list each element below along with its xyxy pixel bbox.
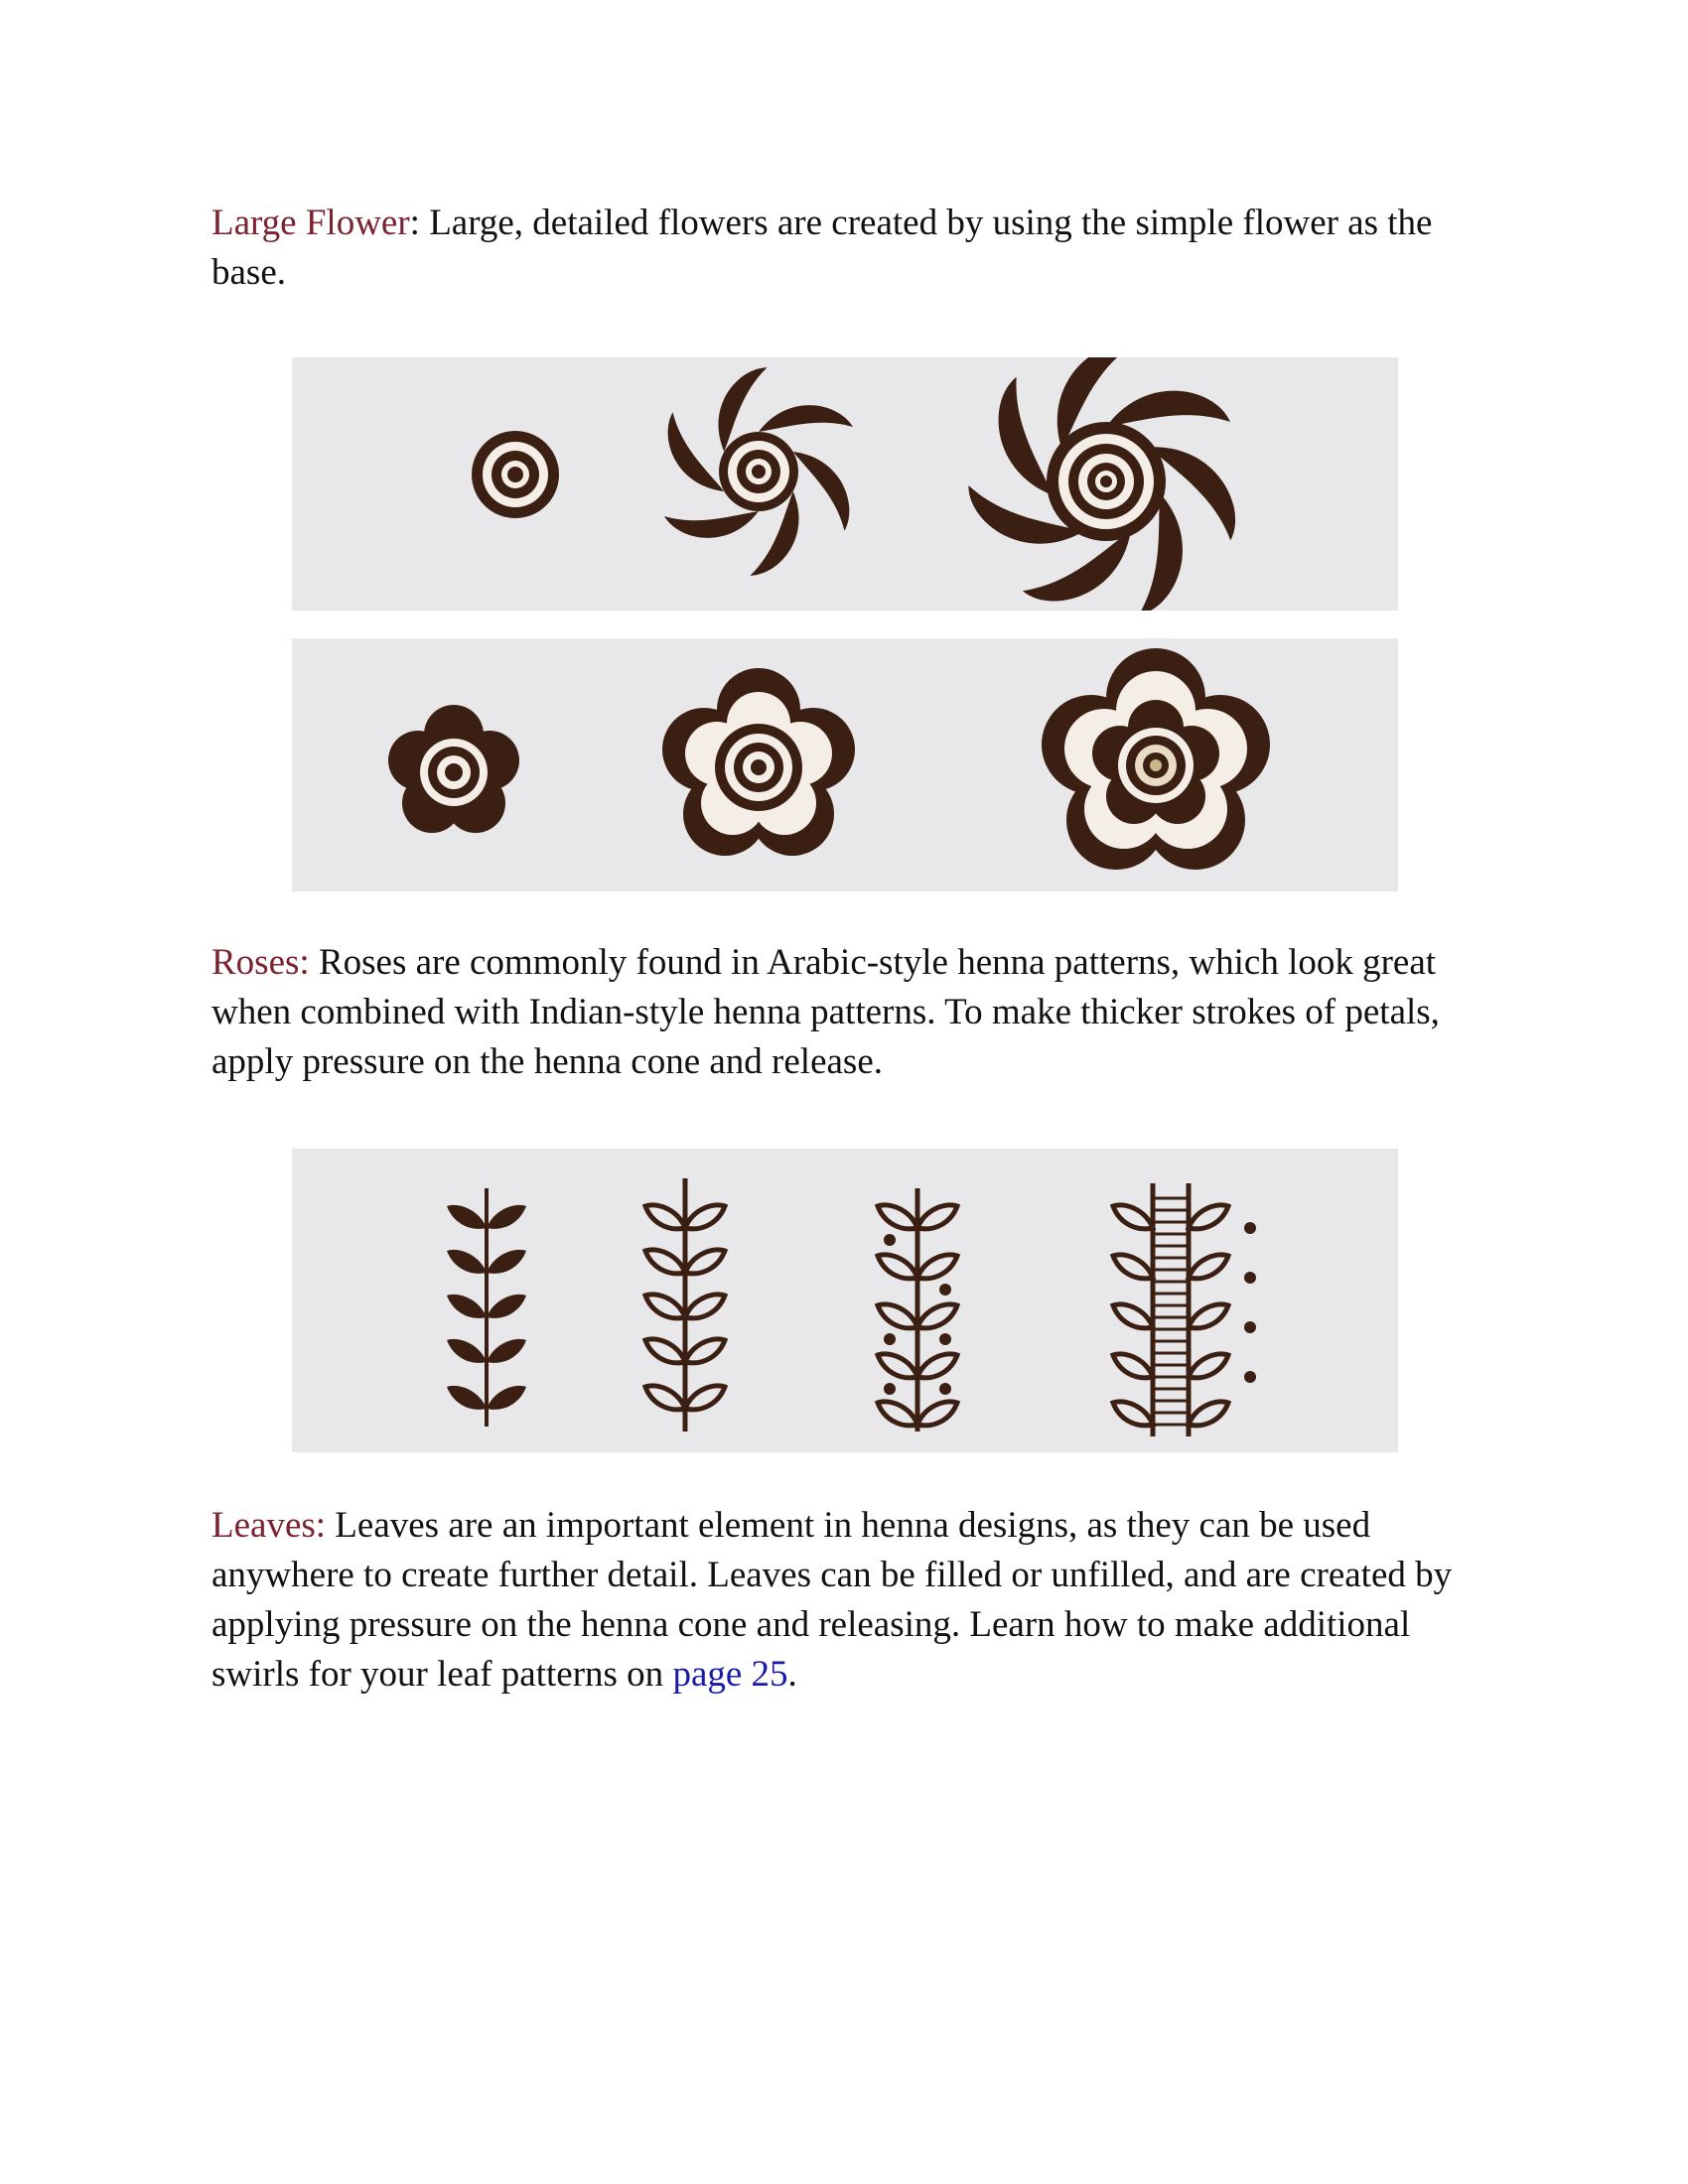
leaves-photo xyxy=(292,1149,1398,1452)
leaves-paragraph xyxy=(211,1501,1502,1700)
swirl-flower-stages-illustration xyxy=(292,357,1398,611)
large-flower-photo-swirl xyxy=(292,357,1398,611)
roses-term: Roses: xyxy=(211,942,310,983)
roses-paragraph xyxy=(211,938,1502,1087)
page-25-link[interactable]: page 25 xyxy=(672,1654,788,1695)
large-flower-text: : Large, detailed flowers are created by using the simple flower as the base. xyxy=(211,203,1433,293)
roses-text: Roses are commonly found in Arabic-style henna patterns, which look great when combined with Indian-style henna patterns. To make thicker strokes of petals, apply pressure on the henna cone and release. xyxy=(211,942,1440,1082)
leaf-vine-stages-illustration xyxy=(292,1149,1398,1452)
leaves-term: Leaves: xyxy=(211,1505,327,1546)
leaves-text: Leaves are an important element in henna designs, as they can be used anywhere to create further detail. Leaves can be filled or unfilled, and are created by applying pressure on the henna cone and releasing. Learn how to make additional swirls for your leaf patterns on xyxy=(211,1505,1453,1695)
large-flower-term: Large Flower xyxy=(211,203,410,243)
layered-flower-stages-illustration xyxy=(292,638,1398,891)
leaves-text-end: . xyxy=(787,1654,797,1695)
large-flower-photo-layered xyxy=(292,638,1398,891)
large-flower-paragraph xyxy=(211,199,1502,298)
